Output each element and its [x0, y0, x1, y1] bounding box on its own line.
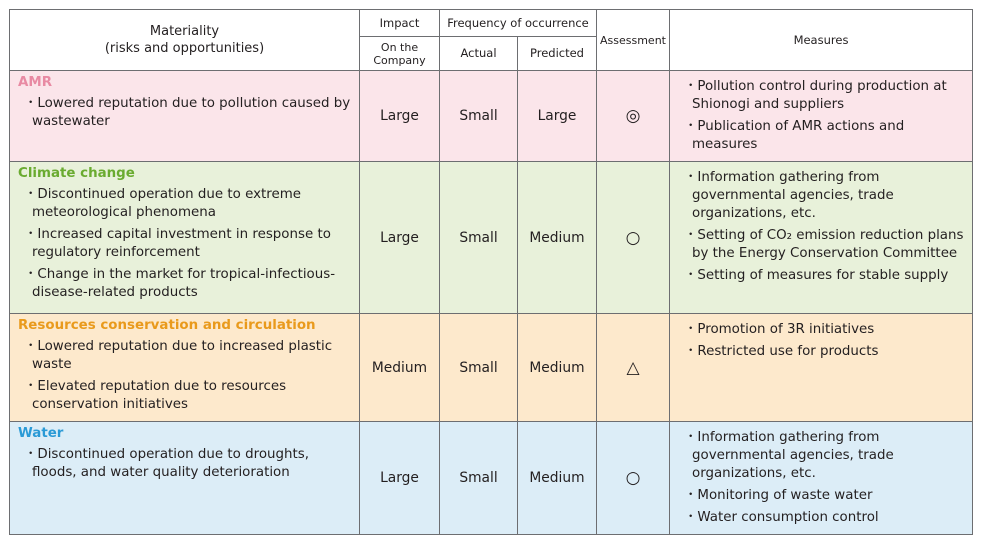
materiality-cell [10, 314, 360, 422]
category-title: Climate change [18, 166, 135, 181]
assessment-symbol: ◎ [625, 106, 641, 126]
measure-item: ・Promotion of 3R initiatives [684, 322, 875, 337]
table-row-amr [10, 71, 973, 162]
measure-item: ・Publication of AMR actions and measures [684, 119, 905, 152]
category-title: Resources conservation and circulation [18, 318, 316, 333]
measure-item: ・Water consumption control [684, 510, 879, 525]
header-frequency: Frequency of occurrence [440, 10, 597, 37]
table-row-climate-change [10, 162, 973, 314]
measure-item: ・Monitoring of waste water [684, 488, 873, 503]
measures-cell [670, 162, 973, 314]
measures-cell [670, 422, 973, 535]
assessment-cell [597, 314, 670, 422]
risk-item: ・Elevated reputation due to resources conservation initiatives [24, 379, 287, 412]
header-predicted: Predicted [518, 37, 597, 71]
measure-item: ・Information gathering from governmental agencies, trade organizations, etc. [684, 430, 894, 481]
materiality-cell [10, 71, 360, 162]
table-row-water [10, 422, 973, 535]
predicted-value: Large [518, 71, 597, 162]
risk-item: ・Discontinued operation due to droughts, floods, and water quality deterioration [24, 447, 309, 480]
measure-item: ・Setting of CO₂ emission reduction plans by the Energy Conservation Committee [684, 228, 964, 261]
category-title: Water [18, 426, 64, 441]
materiality-cell [10, 162, 360, 314]
impact-value: Medium [360, 314, 440, 422]
assessment-symbol: △ [626, 357, 640, 378]
header-measures: Measures [670, 10, 973, 71]
measures-list [678, 321, 964, 361]
predicted-value: Medium [518, 314, 597, 422]
measure-item: ・Information gathering from governmental agencies, trade organizations, etc. [684, 170, 894, 221]
measure-item: ・Pollution control during production at Shionogi and suppliers [684, 79, 947, 112]
measures-list [678, 78, 964, 154]
risk-item: ・Lowered reputation due to pollution caused by wastewater [24, 96, 351, 129]
assessment-cell [597, 71, 670, 162]
assessment-symbol: ○ [625, 468, 641, 488]
risk-item: ・Discontinued operation due to extreme meteorological phenomena [24, 187, 302, 220]
assessment-cell [597, 162, 670, 314]
risk-item: ・Lowered reputation due to increased plastic waste [24, 339, 333, 372]
impact-value: Large [360, 71, 440, 162]
category-title: AMR [18, 75, 52, 90]
assessment-symbol: ○ [625, 227, 641, 248]
measures-list [678, 169, 964, 285]
header-materiality-subtitle: (risks and opportunities) [104, 41, 265, 56]
table-row-resources-conservation [10, 314, 973, 422]
measures-cell [670, 71, 973, 162]
measures-cell [670, 314, 973, 422]
actual-value: Small [440, 422, 518, 535]
header-actual: Actual [440, 37, 518, 71]
actual-value: Small [440, 71, 518, 162]
actual-value: Small [440, 162, 518, 314]
risk-item: ・Change in the market for tropical-infectious-disease-related products [24, 267, 336, 300]
predicted-value: Medium [518, 422, 597, 535]
materiality-cell [10, 422, 360, 535]
table-body [10, 71, 973, 535]
impact-value: Large [360, 422, 440, 535]
header-impact-on-company: On the Company [360, 37, 440, 71]
header-impact: Impact [360, 10, 440, 37]
assessment-cell [597, 422, 670, 535]
header-materiality-title: Materiality [149, 24, 220, 39]
risk-item: ・Increased capital investment in response to regulatory reinforcement [24, 227, 331, 260]
impact-value: Large [360, 162, 440, 314]
measure-item: ・Setting of measures for stable supply [684, 268, 949, 283]
predicted-value: Medium [518, 162, 597, 314]
measures-list [678, 429, 964, 527]
header-assessment: Assessment [597, 10, 670, 71]
materiality-table [9, 9, 973, 535]
measure-item: ・Restricted use for products [684, 344, 879, 359]
actual-value: Small [440, 314, 518, 422]
materiality-table-container [9, 9, 973, 535]
header-materiality [10, 10, 360, 71]
